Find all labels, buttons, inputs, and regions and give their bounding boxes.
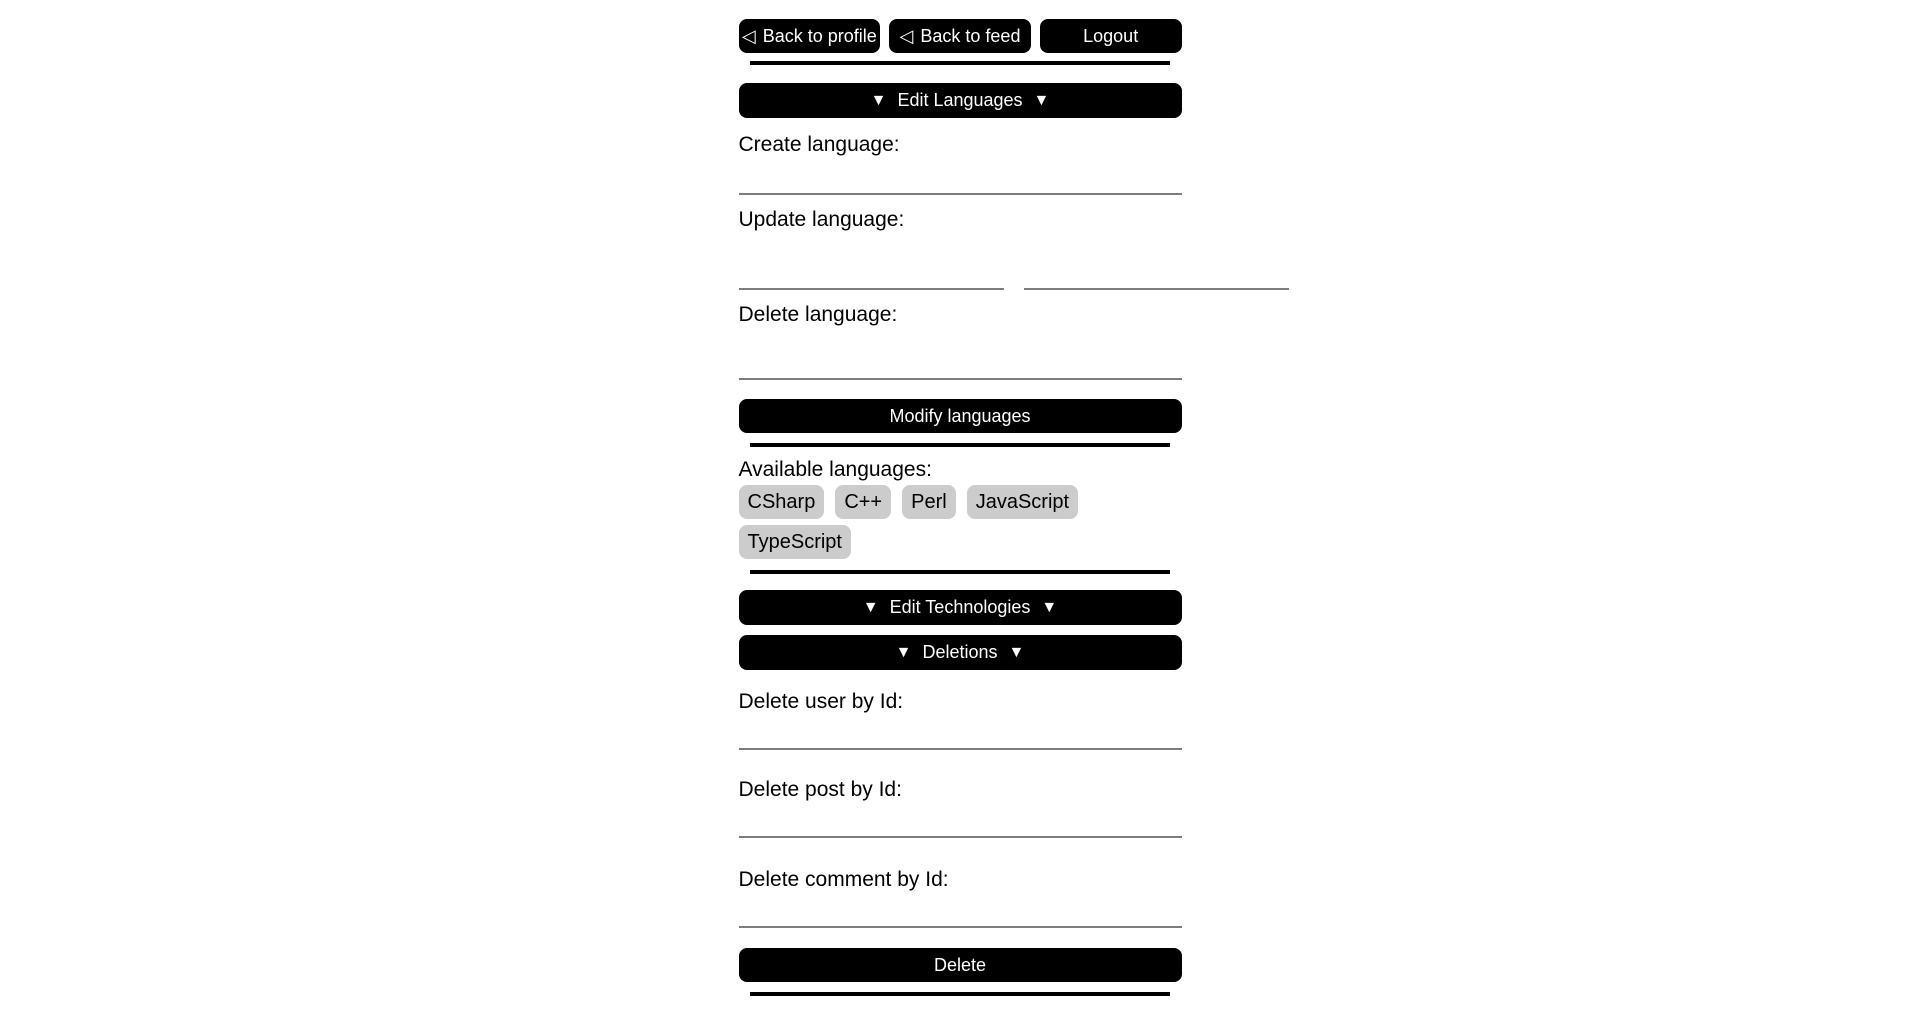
delete-comment-input[interactable] [739, 892, 1182, 928]
logout-button[interactable] [1040, 19, 1182, 53]
delete-button[interactable] [739, 948, 1182, 982]
chevron-down-icon: ▼ [1041, 598, 1058, 616]
back-to-profile-label: Back to profile [762, 25, 877, 46]
update-language-label: Update language: [738, 208, 905, 231]
deletions-toggle[interactable] [739, 635, 1182, 670]
update-language-old-input[interactable] [739, 252, 1004, 290]
edit-languages-toggle[interactable] [739, 83, 1182, 118]
modify-languages-label: Modify languages [889, 405, 1031, 426]
chevron-down-icon: ▼ [870, 91, 887, 109]
edit-technologies-toggle[interactable] [739, 590, 1182, 625]
section-divider [750, 61, 1171, 65]
chevron-down-icon: ▼ [1033, 91, 1050, 109]
delete-user-label: Delete user by Id: [738, 690, 904, 713]
delete-button-label: Delete [933, 954, 987, 975]
language-chip[interactable]: Perl [902, 485, 956, 519]
create-language-input[interactable] [739, 157, 1182, 195]
back-icon: ◁ [899, 25, 914, 46]
available-languages-label: Available languages: [738, 458, 932, 481]
delete-language-input[interactable] [739, 342, 1182, 380]
edit-languages-header: Edit Languages [897, 90, 1023, 110]
delete-language-label: Delete language: [738, 303, 898, 326]
delete-comment-label: Delete comment by Id: [738, 868, 949, 891]
delete-post-input[interactable] [739, 802, 1182, 838]
update-language-new-input[interactable] [1024, 252, 1289, 290]
back-icon: ◁ [741, 25, 756, 46]
section-divider [750, 570, 1171, 574]
edit-technologies-header: Edit Technologies [889, 597, 1031, 617]
back-to-feed-label: Back to feed [920, 25, 1021, 46]
chevron-down-icon: ▼ [1008, 643, 1025, 661]
language-chip[interactable]: JavaScript [967, 485, 1078, 519]
available-languages-list [739, 482, 1182, 562]
language-chip[interactable]: CSharp [739, 485, 825, 519]
delete-user-input[interactable] [739, 714, 1182, 750]
delete-post-label: Delete post by Id: [738, 778, 902, 801]
language-chip[interactable]: TypeScript [739, 525, 851, 559]
back-to-profile-button[interactable] [739, 19, 881, 53]
toolbar [739, 19, 1182, 53]
section-divider [750, 443, 1171, 447]
deletions-header: Deletions [922, 642, 998, 662]
update-language-row [739, 252, 1182, 290]
chevron-down-icon: ▼ [862, 598, 879, 616]
language-chip[interactable]: C++ [835, 485, 891, 519]
back-to-feed-button[interactable] [889, 19, 1031, 53]
logout-label: Logout [1083, 25, 1139, 46]
section-divider [750, 992, 1171, 996]
modify-languages-button[interactable] [739, 399, 1182, 433]
admin-panel [739, 0, 1182, 996]
chevron-down-icon: ▼ [895, 643, 912, 661]
create-language-label: Create language: [738, 133, 900, 156]
